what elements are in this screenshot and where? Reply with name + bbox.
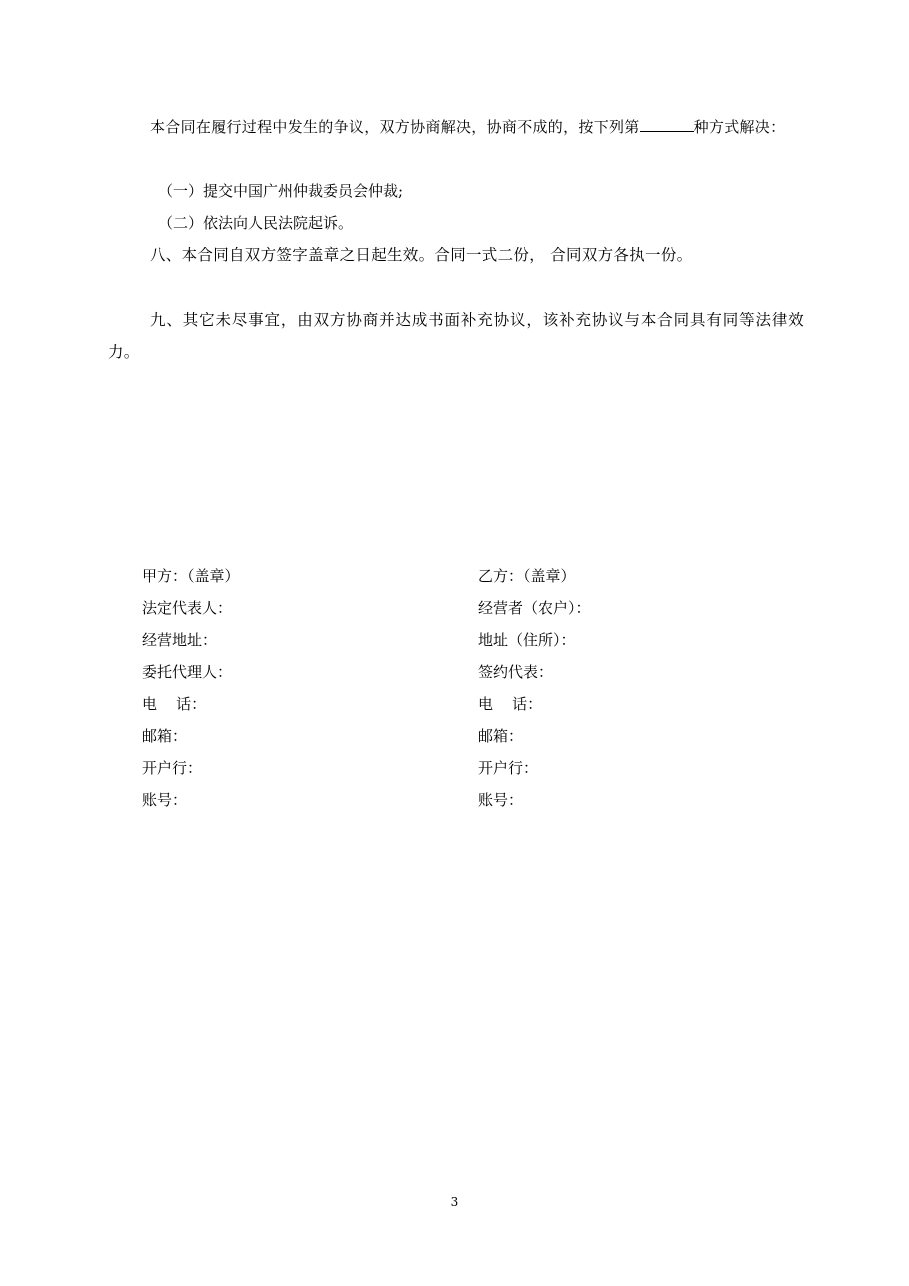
party-a-phone: 电 话： (142, 695, 207, 713)
dispute-resolution-paragraph (108, 111, 804, 143)
dispute-text-after-blank: 种方式解决： (693, 118, 786, 136)
party-a-legal-representative: 法定代表人： (142, 599, 233, 617)
party-b-operator: 经营者（农户）： (478, 599, 591, 617)
party-b-address: 地址（住所）： (478, 631, 576, 649)
party-a-account: 账号： (142, 791, 188, 809)
party-a-signature-block (142, 560, 472, 816)
dispute-option-court: （二）依法向人民法院起诉。 (158, 214, 354, 232)
party-a-bank: 开户行： (142, 759, 203, 777)
clause-9-supplementary: 九、其它未尽事宜，由双方协商并达成书面补充协议，该补充协议与本合同具有同等法律效力。 (108, 311, 804, 361)
party-a-seal: 甲方：（盖章） (142, 567, 240, 585)
party-b-signature-block (478, 560, 808, 816)
party-b-bank: 开户行： (478, 759, 539, 777)
party-a-email: 邮箱： (142, 727, 188, 745)
party-a-authorized-agent: 委托代理人： (142, 663, 233, 681)
party-b-account: 账号： (478, 791, 524, 809)
dispute-option-arbitration: （一）提交中国广州仲裁委员会仲裁; (158, 182, 404, 200)
party-a-business-address: 经营地址： (142, 631, 218, 649)
party-b-phone: 电 话： (478, 695, 543, 713)
party-b-signing-representative: 签约代表： (478, 663, 554, 681)
method-number-blank[interactable] (640, 116, 694, 132)
party-b-seal: 乙方：（盖章） (478, 567, 576, 585)
dispute-text-before-blank: 本合同在履行过程中发生的争议，双方协商解决，协商不成的，按下列第 (150, 118, 640, 136)
party-b-email: 邮箱： (478, 727, 524, 745)
page-number: 3 (450, 1195, 459, 1209)
clause-8-effectiveness: 八、本合同自双方签字盖章之日起生效。合同一式二份， 合同双方各执一份。 (150, 246, 693, 264)
